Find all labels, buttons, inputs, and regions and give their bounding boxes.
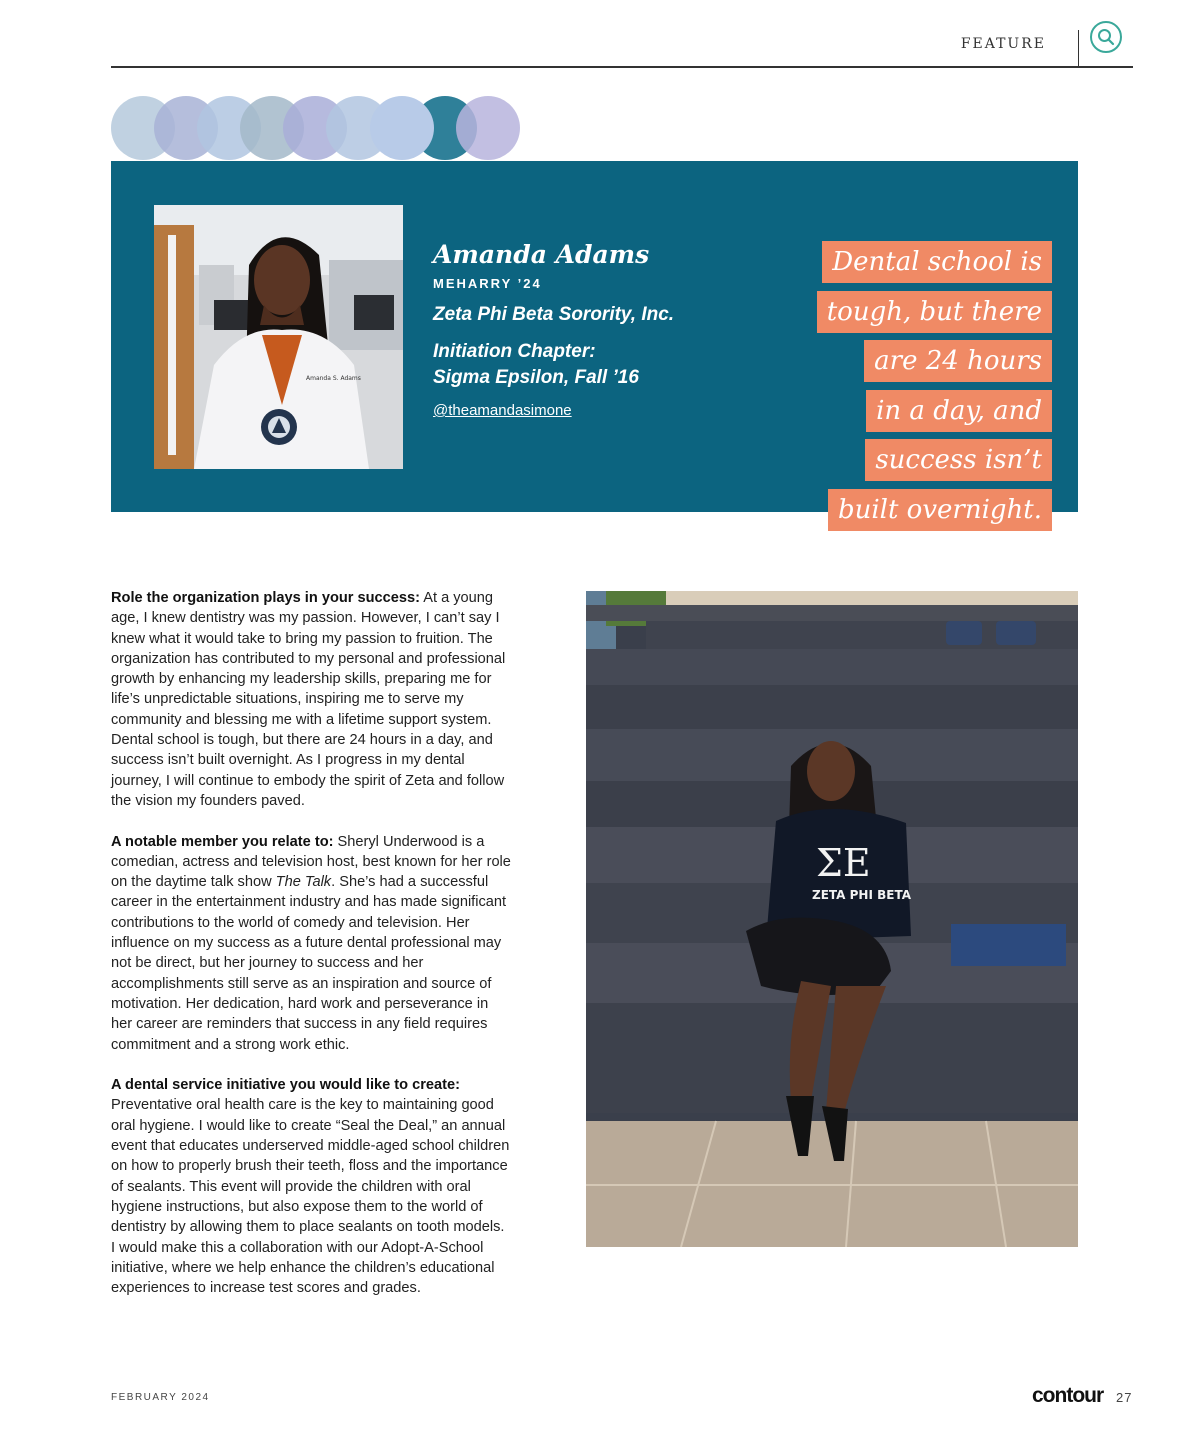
pull-quote-line: success isn’t [865, 439, 1052, 481]
profile-name: Amanda Adams [433, 240, 650, 269]
section-text: Sheryl Underwood is a comedian, actress and television host, best known for her role on the daytime talk show [111, 833, 511, 891]
shirt-text: ZETA PHI BETA [812, 888, 911, 902]
profile-chapter [433, 339, 639, 391]
decor-circle [370, 96, 434, 160]
pull-quote-line: Dental school is [822, 241, 1052, 283]
article-section [111, 588, 511, 811]
article-section [111, 1075, 511, 1298]
magazine-logo: contour [1032, 1384, 1104, 1407]
shirt-letters: ΣΕ [816, 841, 871, 885]
section-text: . She’s had a successful career in the entertainment industry and has made significant contributions to the world of comedy and television. Her influence on my success as a future dental professional may not be direct, but her journey to success and her accomplishments still serve as an inspiration and source of motivation. Her dedication, hard work and perseverance in her career are reminders that success in any field requires commitment and a strong work ethic. [111, 874, 507, 1053]
portrait-photo [154, 205, 403, 469]
chapter-line-2: Sigma Epsilon, Fall ’16 [433, 367, 639, 388]
chapter-line-1: Initiation Chapter: [433, 341, 596, 362]
coat-embroidery: Amanda S. Adams [306, 375, 361, 382]
decor-circle [456, 96, 520, 160]
header-rule [111, 66, 1133, 68]
header-divider [1078, 30, 1079, 68]
section-label: FEATURE [960, 36, 1046, 52]
feature-photo [586, 591, 1078, 1247]
pull-quote-line: in a day, and [866, 390, 1052, 432]
section-heading: A dental service initiative you would like to create: [111, 1077, 461, 1094]
article-body [111, 588, 511, 1319]
social-handle-link[interactable]: @theamandasimone [433, 402, 572, 419]
search-button[interactable] [1090, 21, 1122, 53]
issue-date: FEBRUARY 2024 [111, 1392, 210, 1403]
page-number: 27 [1116, 1390, 1133, 1405]
show-title: The Talk [275, 874, 332, 891]
pull-quote-line: tough, but there [817, 291, 1052, 333]
section-heading: Role the organization plays in your success: [111, 590, 420, 606]
profile-school: MEHARRY ’24 [433, 276, 542, 291]
pull-quote-line: are 24 hours [864, 340, 1052, 382]
profile-organization: Zeta Phi Beta Sorority, Inc. [433, 304, 675, 325]
pull-quote-line: built overnight. [828, 489, 1052, 531]
section-heading: A notable member you relate to: [111, 833, 334, 850]
article-section [111, 832, 511, 1055]
section-text: Preventative oral health care is the key to maintaining good oral hygiene. I would like to create “Seal the Deal,” an annual event that educates underserved middle-aged school children on how to properly brush their teeth, floss and the importance of sealants. This event will provide the children with oral hygiene instructions, but also expose them to the world of dentistry by allowing them to place sealants on tooth models. I would make this a collaboration with our Adopt-A-School initiative, where we help enhance the children’s educational experiences to increase test scores and grades. [111, 1097, 510, 1297]
section-text: At a young age, I knew dentistry was my passion. However, I can’t say I knew what it would take to bring my passion to fruition. The organization has contributed to my personal and professional growth by enhancing my leadership skills, preparing me for life’s unpredictable situations, inspiring me to serve my community and blessing me with a lifetime support system. Dental school is tough, but there are 24 hours in a day, and success isn’t built overnight. As I progress in my dental journey, I will continue to embody the spirit of Zeta and follow the vision my founders paved. [111, 590, 506, 809]
search-icon [1097, 28, 1115, 46]
